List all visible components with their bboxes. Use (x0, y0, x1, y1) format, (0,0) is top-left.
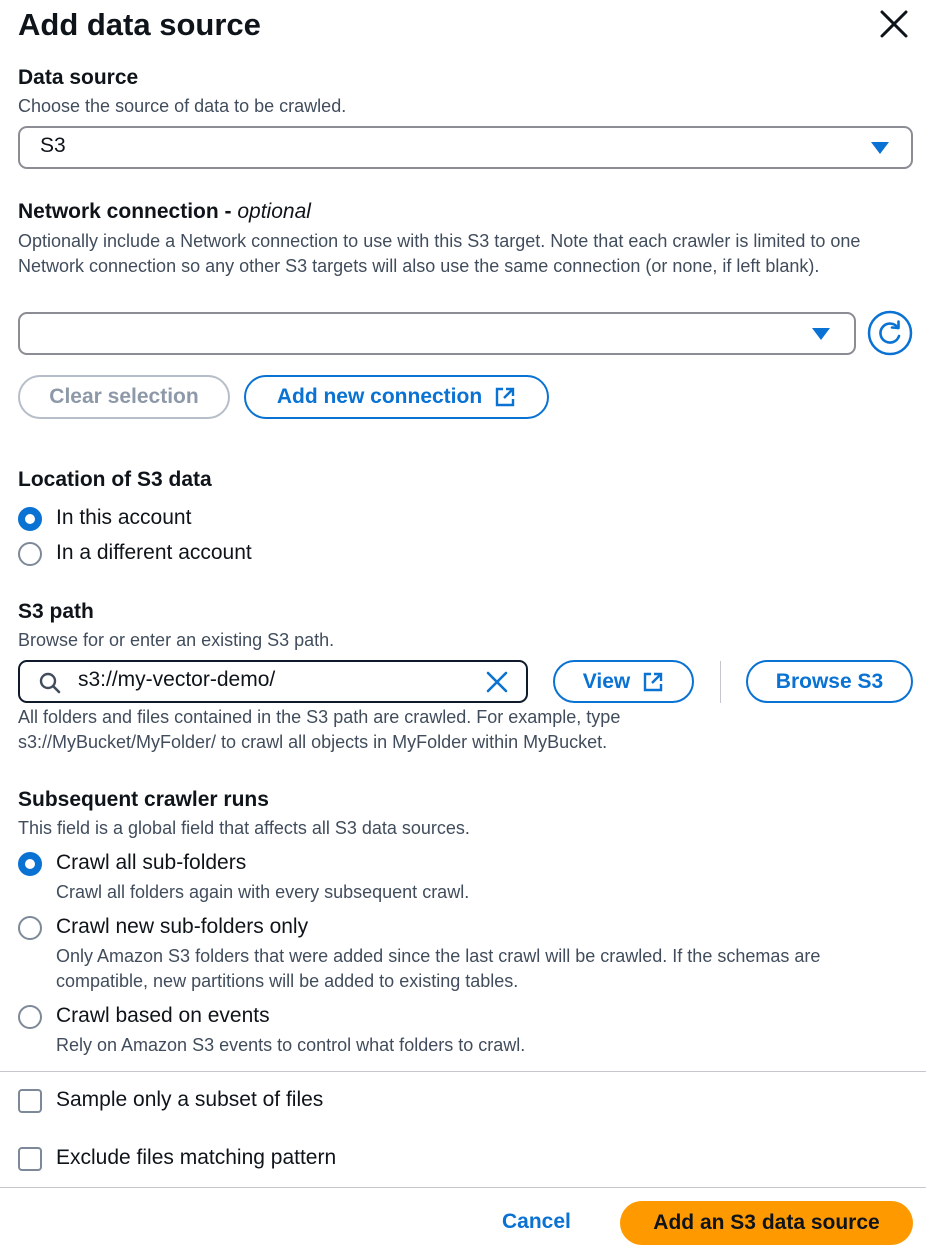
data-source-description: Choose the source of data to be crawled. (18, 96, 347, 116)
data-source-label: Data source (18, 66, 139, 89)
exclude-pattern-checkbox[interactable] (18, 1147, 42, 1171)
radio-crawl-new-desc-line1: Only Amazon S3 folders that were added since the last crawl will be crawled. If the schemas are (56, 946, 821, 966)
radio-crawl-events-desc: Rely on Amazon S3 events to control what folders to crawl. (56, 1035, 526, 1055)
radio-crawl-events[interactable] (18, 1005, 42, 1029)
add-new-connection-label: Add new connection (276, 385, 483, 408)
s3-path-help-line1: All folders and files contained in the S3 path are crawled. For example, type (18, 707, 621, 727)
clear-input-icon[interactable] (485, 670, 509, 694)
sample-subset-label: Sample only a subset of files (56, 1088, 324, 1111)
radio-crawl-all-desc: Crawl all folders again with every subsequent crawl. (56, 882, 470, 902)
view-button-label: View (582, 669, 631, 693)
caret-down-icon (871, 142, 889, 154)
radio-crawl-new[interactable] (18, 916, 42, 940)
optional-tag: optional (237, 200, 311, 223)
radio-different-account-label: In a different account (56, 541, 252, 564)
subsequent-runs-description: This field is a global field that affects all S3 data sources. (18, 818, 470, 838)
radio-different-account[interactable] (18, 542, 42, 566)
subsequent-runs-label: Subsequent crawler runs (18, 788, 269, 811)
cancel-button[interactable]: Cancel (502, 1210, 571, 1233)
data-source-select[interactable] (18, 126, 913, 169)
button-divider (720, 661, 721, 703)
network-connection-description: Optionally include a Network connection to use with this S3 target. Note that each crawler is limited to one Network connection so any other S3 targets will also use the same connection (or none, if left blank). (18, 231, 861, 276)
network-connection-label-text: Network connection - (18, 200, 238, 223)
close-button[interactable] (876, 6, 912, 42)
radio-crawl-new-desc-line2: compatible, new partitions will be added to existing tables. (56, 971, 519, 991)
add-new-connection-button[interactable] (244, 375, 549, 419)
network-connection-label (18, 198, 311, 226)
refresh-button[interactable] (867, 310, 913, 356)
browse-s3-button[interactable]: Browse S3 (746, 660, 913, 703)
external-link-icon (494, 386, 516, 408)
data-source-selected-value: S3 (40, 134, 66, 157)
section-divider (0, 1071, 926, 1072)
radio-crawl-all[interactable] (18, 852, 42, 876)
close-icon (876, 6, 912, 42)
clear-selection-button[interactable]: Clear selection (18, 375, 230, 419)
radio-crawl-all-label: Crawl all sub-folders (56, 851, 247, 874)
footer-divider (0, 1187, 926, 1188)
dialog-title: Add data source (18, 7, 261, 42)
search-icon (38, 671, 62, 695)
location-label: Location of S3 data (18, 468, 212, 491)
radio-crawl-events-label: Crawl based on events (56, 1004, 270, 1027)
s3-path-help-line2: s3://MyBucket/MyFolder/ to crawl all objects in MyFolder within MyBucket. (18, 732, 608, 752)
s3-path-value: s3://my-vector-demo/ (78, 668, 276, 691)
sample-subset-checkbox[interactable] (18, 1089, 42, 1113)
radio-this-account-label: In this account (56, 506, 192, 529)
add-s3-data-source-button[interactable]: Add an S3 data source (620, 1201, 913, 1245)
s3-path-label: S3 path (18, 600, 94, 623)
refresh-icon (867, 310, 913, 356)
view-button[interactable] (553, 660, 694, 703)
s3-path-description: Browse for or enter an existing S3 path. (18, 630, 335, 650)
exclude-pattern-label: Exclude files matching pattern (56, 1146, 337, 1169)
s3-path-input[interactable] (18, 660, 528, 703)
network-connection-select[interactable] (18, 312, 856, 355)
radio-this-account[interactable] (18, 507, 42, 531)
radio-crawl-new-label: Crawl new sub-folders only (56, 915, 309, 938)
external-link-icon (642, 671, 664, 693)
caret-down-icon (812, 328, 830, 340)
